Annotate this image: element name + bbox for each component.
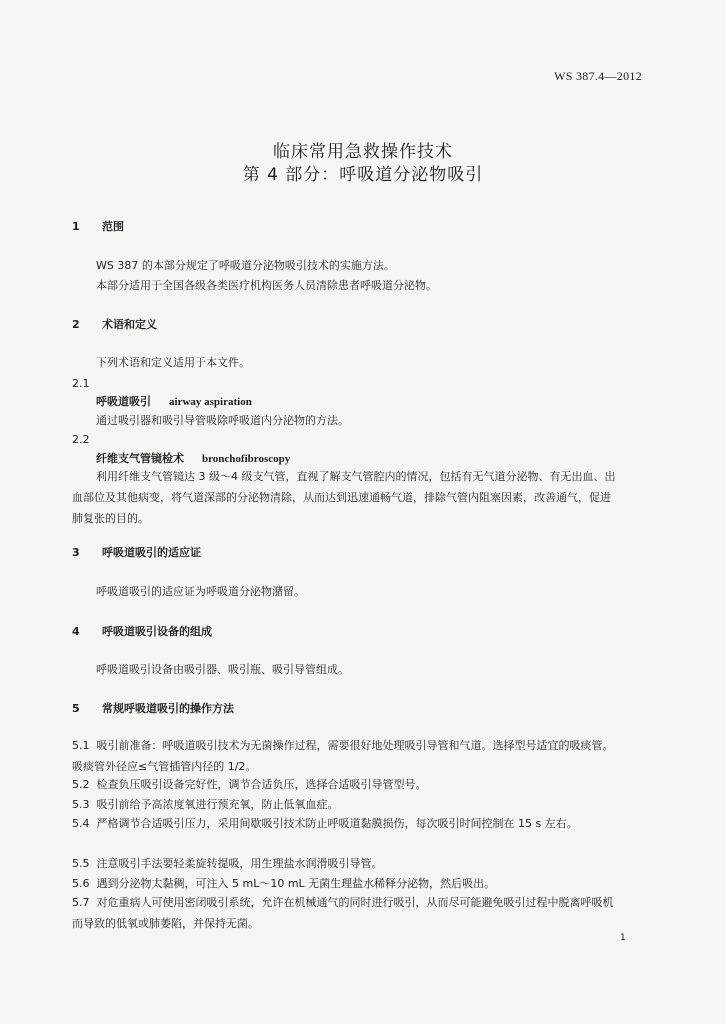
term-definition: 利用纤维支气管镜达 3 级～4 级支气管，直视了解支气管腔内的情况，包括有无气道分泌物、有无出血、出血部位及其他病变，将气道深部的分泌物清除，从而达到迅速通畅气道，排除气管内阻塞因素，改善通气，促进肺复张的目的。 <box>72 470 616 525</box>
procedure-item: 5.2 检查负压吸引设备完好性，调节合适负压，选择合适吸引导管型号。 <box>72 778 427 791</box>
section-2-intro: 下列术语和定义适用于本文件。 <box>96 356 250 369</box>
procedure-item: 5.3 吸引前给予高浓度氧进行预充氧，防止低氧血症。 <box>72 798 339 811</box>
section-3-paragraph: 呼吸道吸引的适应证为呼吸道分泌物潴留。 <box>96 585 305 598</box>
procedure-item: 5.7 对危重病人可使用密闭吸引系统，允许在机械通气的同时进行吸引，从而尽可能避免吸引过程中脱离呼吸机而导致的低氧或肺萎陷，并保持无菌。 <box>72 896 614 930</box>
section-1-paragraph: WS 387 的本部分规定了呼吸道分泌物吸引技术的实施方法。 <box>96 259 395 272</box>
section-4-heading: 4 呼吸道吸引设备的组成 <box>72 625 212 638</box>
section-5-heading: 5 常规呼吸道吸引的操作方法 <box>72 702 234 715</box>
term-title: 呼吸道吸引 airway aspiration <box>96 395 252 408</box>
page-number: 1 <box>620 933 626 943</box>
procedure-item: 5.5 注意吸引手法要轻柔旋转提吸，用生理盐水润滑吸引导管。 <box>72 857 383 870</box>
section-1-heading: 1 范围 <box>72 220 124 233</box>
section-2-heading: 2 术语和定义 <box>72 318 157 331</box>
procedure-item: 5.1 吸引前准备：呼吸道吸引技术为无菌操作过程，需要很好地处理吸引导管和气道。选择型号适宜的吸痰管。吸痰管外径应≤气管插管内径的 1/2。 <box>72 739 614 773</box>
document-subtitle: 第 4 部分：呼吸道分泌物吸引 <box>242 165 484 185</box>
document-title: 临床常用急救操作技术 <box>273 142 453 162</box>
section-4-paragraph: 呼吸道吸引设备由吸引器、吸引瓶、吸引导管组成。 <box>96 663 349 676</box>
procedure-item: 5.6 遇到分泌物太黏稠，可注入 5 mL～10 mL 无菌生理盐水稀释分泌物，然后吸出。 <box>72 877 496 890</box>
standard-code: WS 387.4—2012 <box>554 69 642 83</box>
section-1-paragraph: 本部分适用于全国各级各类医疗机构医务人员清除患者呼吸道分泌物。 <box>96 279 437 292</box>
section-3-heading: 3 呼吸道吸引的适应证 <box>72 546 201 559</box>
term-definition: 通过吸引器和吸引导管吸除呼吸道内分泌物的方法。 <box>96 414 349 427</box>
term-title: 纤维支气管镜检术 bronchofibroscopy <box>96 452 291 465</box>
procedure-item: 5.4 严格调节合适吸引压力，采用间歇吸引技术防止呼吸道黏膜损伤，每次吸引时间控制在 15 s 左右。 <box>72 817 578 830</box>
term-number: 2.1 <box>72 377 90 390</box>
term-number: 2.2 <box>72 433 90 446</box>
